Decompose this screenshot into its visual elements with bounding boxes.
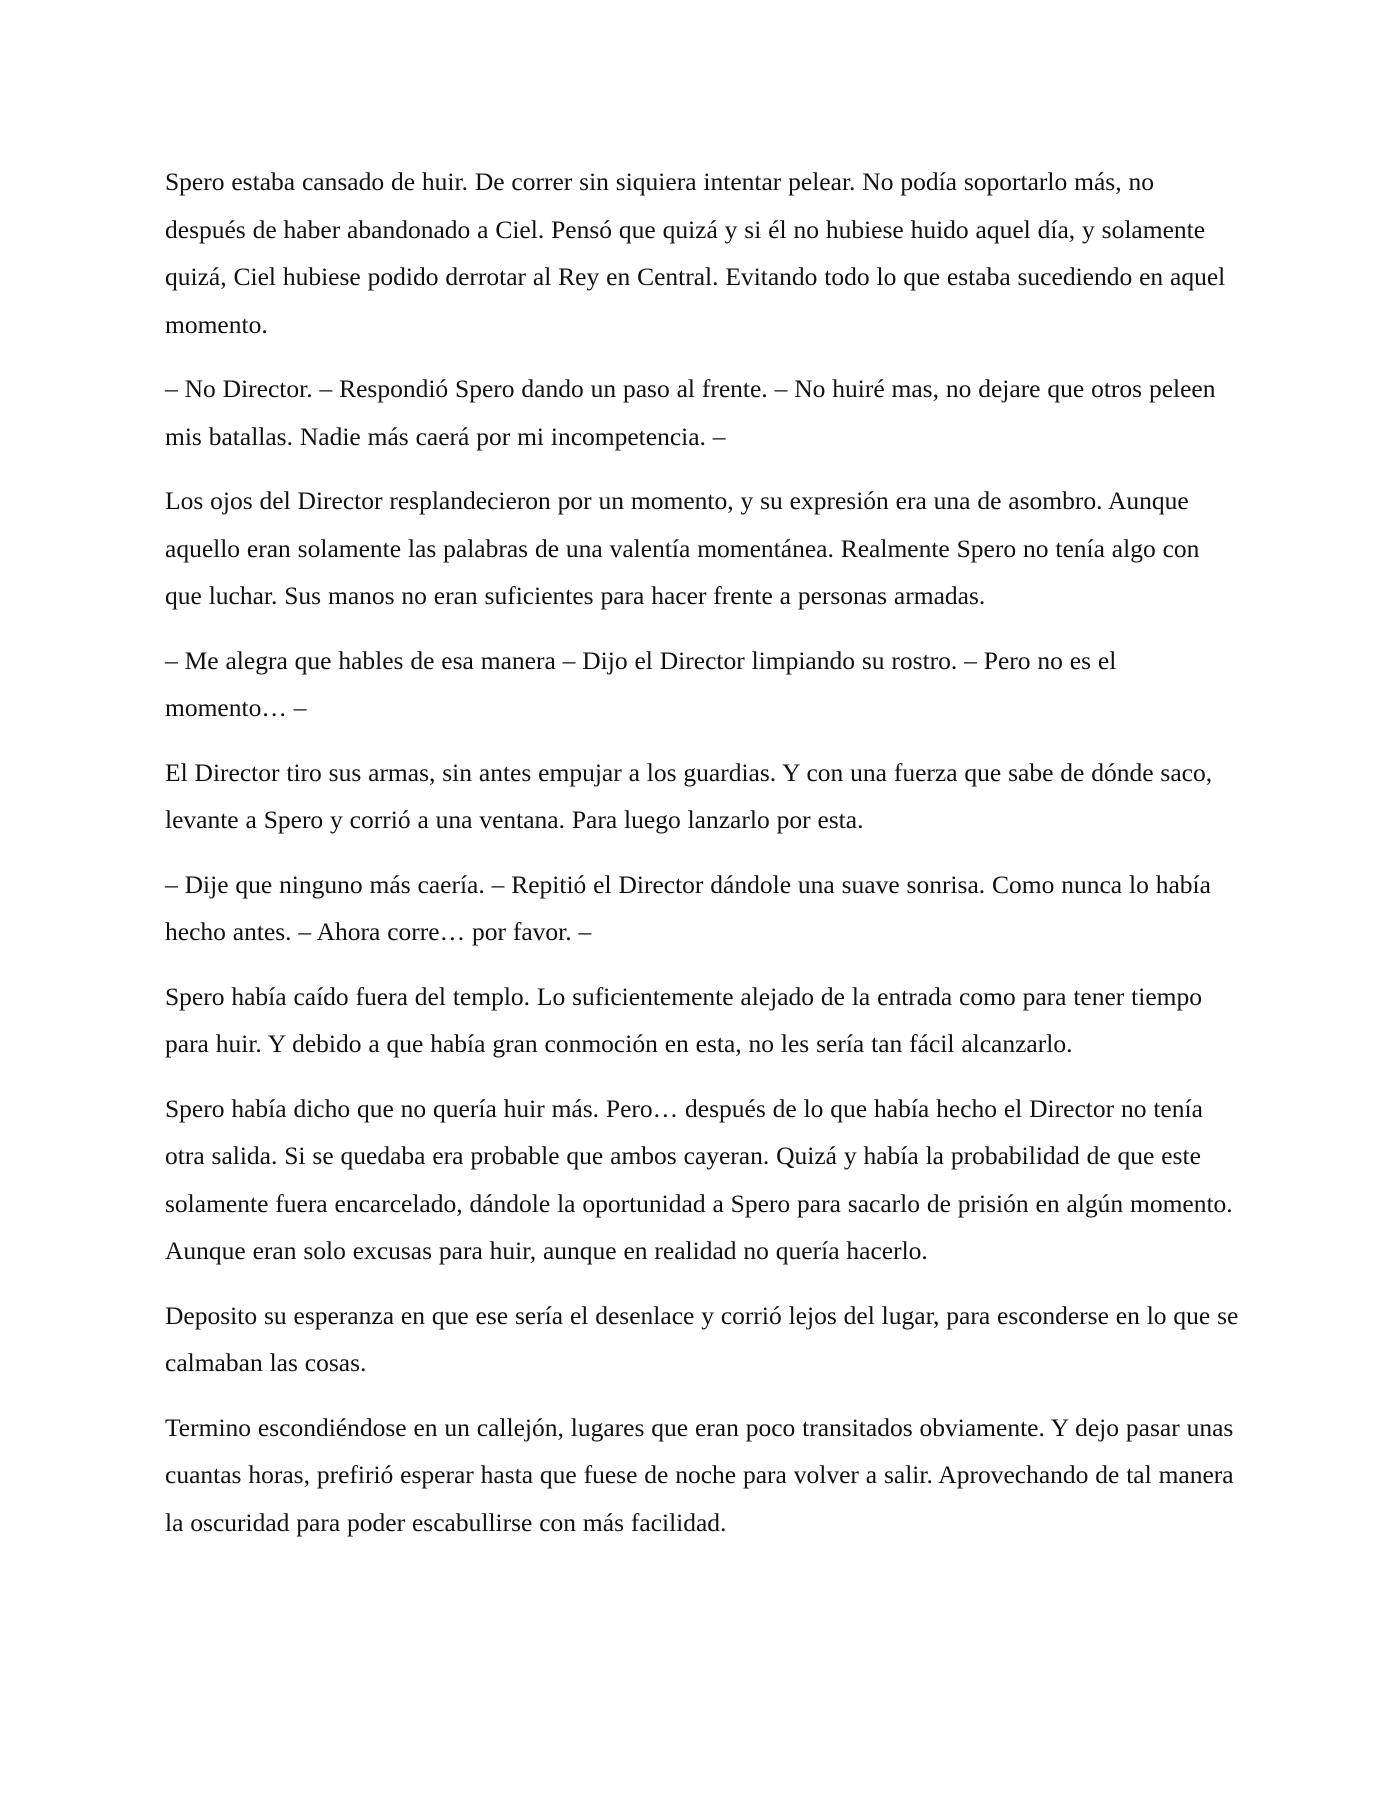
- paragraph-10: Termino escondiéndose en un callejón, lugares que eran poco transitados obviamente. Y dejo pasar unas cuantas horas, prefirió esperar hasta que fuese de noche para volver a salir. Aprovechando de tal manera la oscuridad para poder escabullirse con más facilidad.: [165, 1412, 1234, 1537]
- paragraph-9: Deposito su esperanza en que ese sería el desenlace y corrió lejos del lugar, para esconderse en lo que se calmaban las cosas.: [165, 1300, 1239, 1377]
- paragraph-3: Los ojos del Director resplandecieron por un momento, y su expresión era una de asombro. Aunque aquello eran solamente las palabras de una valentía momentánea. Realmente Spero no tenía algo con que luchar. Sus manos no eran suficientes para hacer frente a personas armadas.: [165, 486, 1200, 610]
- paragraph-4: – Me alegra que hables de esa manera – Dijo el Director limpiando su rostro. – Pero no es el momento… –: [165, 645, 1117, 722]
- paragraph-6: – Dije que ninguno más caería. – Repitió el Director dándole una suave sonrisa. Como nunca lo había hecho antes. – Ahora corre… por favor. –: [165, 869, 1211, 946]
- paragraph-2: – No Director. – Respondió Spero dando un paso al frente. – No huiré mas, no dejare que otros peleen mis batallas. Nadie más caerá por mi incompetencia. –: [165, 374, 1216, 451]
- paragraph-1: Spero estaba cansado de huir. De correr sin siquiera intentar pelear. No podía soportarlo más, no después de haber abandonado a Ciel. Pensó que quizá y si él no hubiese huido aquel día, y solamente quizá, Ciel hubiese podido derrotar al Rey en Central. Evitando todo lo que estaba sucediendo en aquel momento.: [165, 167, 1226, 339]
- paragraph-5: El Director tiro sus armas, sin antes empujar a los guardias. Y con una fuerza que sabe de dónde saco, levante a Spero y corrió a una ventana. Para luego lanzarlo por esta.: [165, 757, 1213, 834]
- paragraph-8: Spero había dicho que no quería huir más. Pero… después de lo que había hecho el Director no tenía otra salida. Si se quedaba era probable que ambos cayeran. Quizá y había la probabilidad de que este solamente fuera encarcelado, dándole la oportunidad a Spero para sacarlo de prisión en algún momento. Aunque eran solo excusas para huir, aunque en realidad no quería hacerlo.: [165, 1093, 1233, 1265]
- document-body: [165, 158, 1240, 1563]
- paragraph-7: Spero había caído fuera del templo. Lo suficientemente alejado de la entrada como para tener tiempo para huir. Y debido a que había gran conmoción en esta, no les sería tan fácil alcanzarlo.: [165, 981, 1202, 1058]
